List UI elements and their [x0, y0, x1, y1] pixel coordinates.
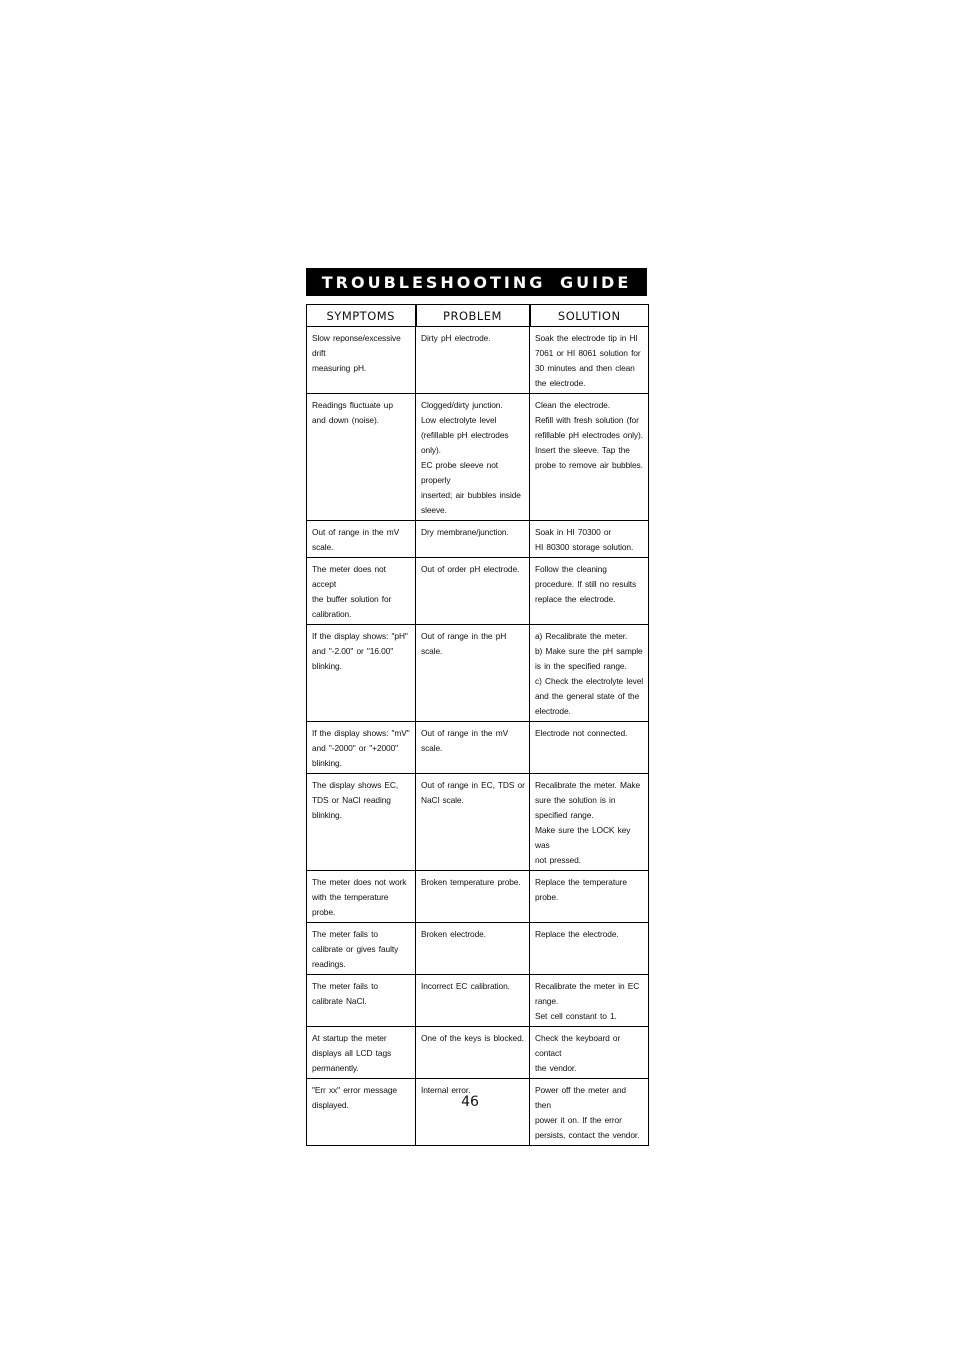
symptoms-cell — [307, 1027, 416, 1079]
symptoms-text-line: permanently. — [312, 1063, 359, 1073]
symptoms-cell — [307, 558, 416, 625]
solution-text-line: Make sure the LOCK key was — [535, 825, 634, 850]
table-row — [307, 1027, 649, 1079]
symptoms-text-line: TDS or NaCl reading — [312, 795, 391, 805]
solution-text-line: probe to remove air bubbles. — [535, 460, 643, 470]
solution-cell — [530, 975, 649, 1027]
symptoms-text-line: Slow reponse/excessive drift — [312, 333, 404, 358]
solution-text-line: Refill with fresh solution (for — [535, 415, 639, 425]
problem-cell — [416, 774, 530, 871]
problem-text-line: Out of range in the pH — [421, 631, 507, 641]
solution-cell — [530, 558, 649, 625]
solution-text-line: Replace the electrode. — [535, 929, 619, 939]
table-row — [307, 394, 649, 521]
symptoms-text-line: The meter does not accept — [312, 564, 390, 589]
solution-cell — [530, 774, 649, 871]
problem-text-line: Out of range in the mV — [421, 728, 509, 738]
symptoms-text-line: If the display shows: "pH" — [312, 631, 408, 641]
problem-text-line: Out of order pH electrode. — [421, 564, 520, 574]
problem-text-line: Dirty pH electrode. — [421, 333, 491, 343]
solution-text-line: a) Recalibrate the meter. — [535, 631, 628, 641]
symptoms-text-line: At startup the meter — [312, 1033, 387, 1043]
table-row — [307, 975, 649, 1027]
symptoms-text-line: The meter does not work — [312, 877, 407, 887]
solution-text-line: Power off the meter and then — [535, 1085, 630, 1110]
problem-cell — [416, 1079, 530, 1146]
symptoms-text-line: calibrate NaCl. — [312, 996, 367, 1006]
solution-text-line: Set cell constant to 1. — [535, 1011, 617, 1021]
symptoms-text-line: If the display shows: "mV" — [312, 728, 410, 738]
solution-text-line: replace the electrode. — [535, 594, 616, 604]
table-row — [307, 774, 649, 871]
page-title: TROUBLESHOOTING GUIDE — [306, 268, 647, 296]
symptoms-text-line: and "-2000" or "+2000" — [312, 743, 399, 753]
problem-text-line: only). — [421, 445, 441, 455]
solution-text-line: Electrode not connected. — [535, 728, 628, 738]
solution-text-line: Replace the temperature — [535, 877, 627, 887]
solution-text-line: Recalibrate the meter in EC — [535, 981, 640, 991]
problem-text-line: inserted; air bubbles inside — [421, 490, 521, 500]
problem-text-line: Incorrect EC calibration. — [421, 981, 510, 991]
symptoms-text-line: measuring pH. — [312, 363, 367, 373]
solution-cell — [530, 1027, 649, 1079]
problem-text-line: Dry membrane/junction. — [421, 527, 509, 537]
solution-cell — [530, 871, 649, 923]
symptoms-text-line: blinking. — [312, 810, 342, 820]
symptoms-text-line: displayed. — [312, 1100, 349, 1110]
symptoms-cell — [307, 394, 416, 521]
troubleshooting-table — [306, 304, 649, 1146]
solution-text-line: range. — [535, 996, 559, 1006]
problem-text-line: Out of range in EC, TDS or — [421, 780, 525, 790]
solution-text-line: power it on. If the error — [535, 1115, 622, 1125]
solution-text-line: not pressed. — [535, 855, 581, 865]
symptoms-cell — [307, 327, 416, 394]
solution-cell — [530, 923, 649, 975]
table-row — [307, 1079, 649, 1146]
solution-cell — [530, 625, 649, 722]
solution-text-line: the electrode. — [535, 378, 586, 388]
solution-text-line: 7061 or HI 8061 solution for — [535, 348, 641, 358]
symptoms-text-line: blinking. — [312, 661, 342, 671]
solution-text-line: Soak in HI 70300 or — [535, 527, 612, 537]
solution-text-line: refillable pH electrodes only). — [535, 430, 643, 440]
solution-text-line: and the general state of the — [535, 691, 640, 701]
solution-cell — [530, 327, 649, 394]
table-row — [307, 625, 649, 722]
symptoms-cell — [307, 521, 416, 558]
symptoms-text-line: readings. — [312, 959, 346, 969]
table-header-row — [307, 305, 649, 327]
solution-header: SOLUTION — [530, 305, 649, 327]
symptoms-text-line: The meter fails to — [312, 929, 378, 939]
problem-text-line: (refillable pH electrodes — [421, 430, 509, 440]
problem-text-line: sleeve. — [421, 505, 447, 515]
symptoms-cell — [307, 625, 416, 722]
solution-text-line: procedure. If still no results — [535, 579, 637, 589]
symptoms-text-line: scale. — [312, 542, 334, 552]
problem-cell — [416, 871, 530, 923]
symptoms-cell — [307, 722, 416, 774]
solution-text-line: HI 80300 storage solution. — [535, 542, 634, 552]
solution-text-line: b) Make sure the pH sample — [535, 646, 643, 656]
problem-text-line: One of the keys is blocked. — [421, 1033, 524, 1043]
solution-text-line: 30 minutes and then clean — [535, 363, 635, 373]
problem-text-line: EC probe sleeve not properly — [421, 460, 502, 485]
solution-text-line: Follow the cleaning — [535, 564, 607, 574]
solution-text-line: Insert the sleeve. Tap the — [535, 445, 630, 455]
solution-text-line: persists, contact the vendor. — [535, 1130, 640, 1140]
symptoms-text-line: and down (noise). — [312, 415, 379, 425]
solution-text-line: c) Check the electrolyte level — [535, 676, 644, 686]
table-row — [307, 871, 649, 923]
page-number: 46 — [461, 1094, 479, 1110]
solution-text-line: sure the solution is in — [535, 795, 616, 805]
symptoms-text-line: "Err xx" error message — [312, 1085, 397, 1095]
problem-text-line: Clogged/dirty junction. — [421, 400, 503, 410]
problem-cell — [416, 394, 530, 521]
symptoms-text-line: calibrate or gives faulty — [312, 944, 399, 954]
solution-text-line: Clean the electrode. — [535, 400, 610, 410]
problem-cell — [416, 975, 530, 1027]
solution-cell — [530, 722, 649, 774]
solution-text-line: is in the specified range. — [535, 661, 627, 671]
problem-text-line: scale. — [421, 646, 443, 656]
symptoms-text-line: probe. — [312, 907, 336, 917]
symptoms-text-line: Readings fluctuate up — [312, 400, 393, 410]
symptoms-text-line: Out of range in the mV — [312, 527, 400, 537]
solution-text-line: specified range. — [535, 810, 594, 820]
problem-text-line: Broken electrode. — [421, 929, 486, 939]
symptoms-text-line: displays all LCD tags — [312, 1048, 392, 1058]
problem-text-line: NaCl scale. — [421, 795, 464, 805]
problem-cell — [416, 923, 530, 975]
symptoms-text-line: and "-2.00" or "16.00" — [312, 646, 394, 656]
symptoms-text-line: with the temperature — [312, 892, 389, 902]
symptoms-cell — [307, 871, 416, 923]
solution-text-line: the vendor. — [535, 1063, 577, 1073]
symptoms-text-line: the buffer solution for — [312, 594, 392, 604]
problem-cell — [416, 1027, 530, 1079]
symptoms-cell — [307, 975, 416, 1027]
symptoms-text-line: blinking. — [312, 758, 342, 768]
symptoms-cell — [307, 1079, 416, 1146]
problem-text-line: Broken temperature probe. — [421, 877, 521, 887]
problem-text-line: scale. — [421, 743, 443, 753]
problem-cell — [416, 722, 530, 774]
solution-text-line: Recalibrate the meter. Make — [535, 780, 641, 790]
table-body — [307, 327, 649, 1146]
problem-header: PROBLEM — [416, 305, 530, 327]
solution-cell — [530, 521, 649, 558]
solution-text-line: probe. — [535, 892, 559, 902]
symptoms-text-line: calibration. — [312, 609, 352, 619]
problem-cell — [416, 521, 530, 558]
table-row — [307, 722, 649, 774]
problem-cell — [416, 625, 530, 722]
symptoms-cell — [307, 774, 416, 871]
symptoms-text-line: The meter fails to — [312, 981, 378, 991]
table-row — [307, 558, 649, 625]
table-row — [307, 327, 649, 394]
solution-text-line: Check the keyboard or contact — [535, 1033, 624, 1058]
symptoms-header: SYMPTOMS — [307, 305, 416, 327]
solution-cell — [530, 1079, 649, 1146]
symptoms-cell — [307, 923, 416, 975]
solution-text-line: Soak the electrode tip in HI — [535, 333, 638, 343]
problem-cell — [416, 327, 530, 394]
solution-text-line: electrode. — [535, 706, 571, 716]
problem-text-line: Low electrolyte level — [421, 415, 497, 425]
solution-cell — [530, 394, 649, 521]
table-row — [307, 923, 649, 975]
problem-cell — [416, 558, 530, 625]
table-row — [307, 521, 649, 558]
problem-text-line: Internal error. — [421, 1085, 471, 1095]
symptoms-text-line: The display shows EC, — [312, 780, 399, 790]
